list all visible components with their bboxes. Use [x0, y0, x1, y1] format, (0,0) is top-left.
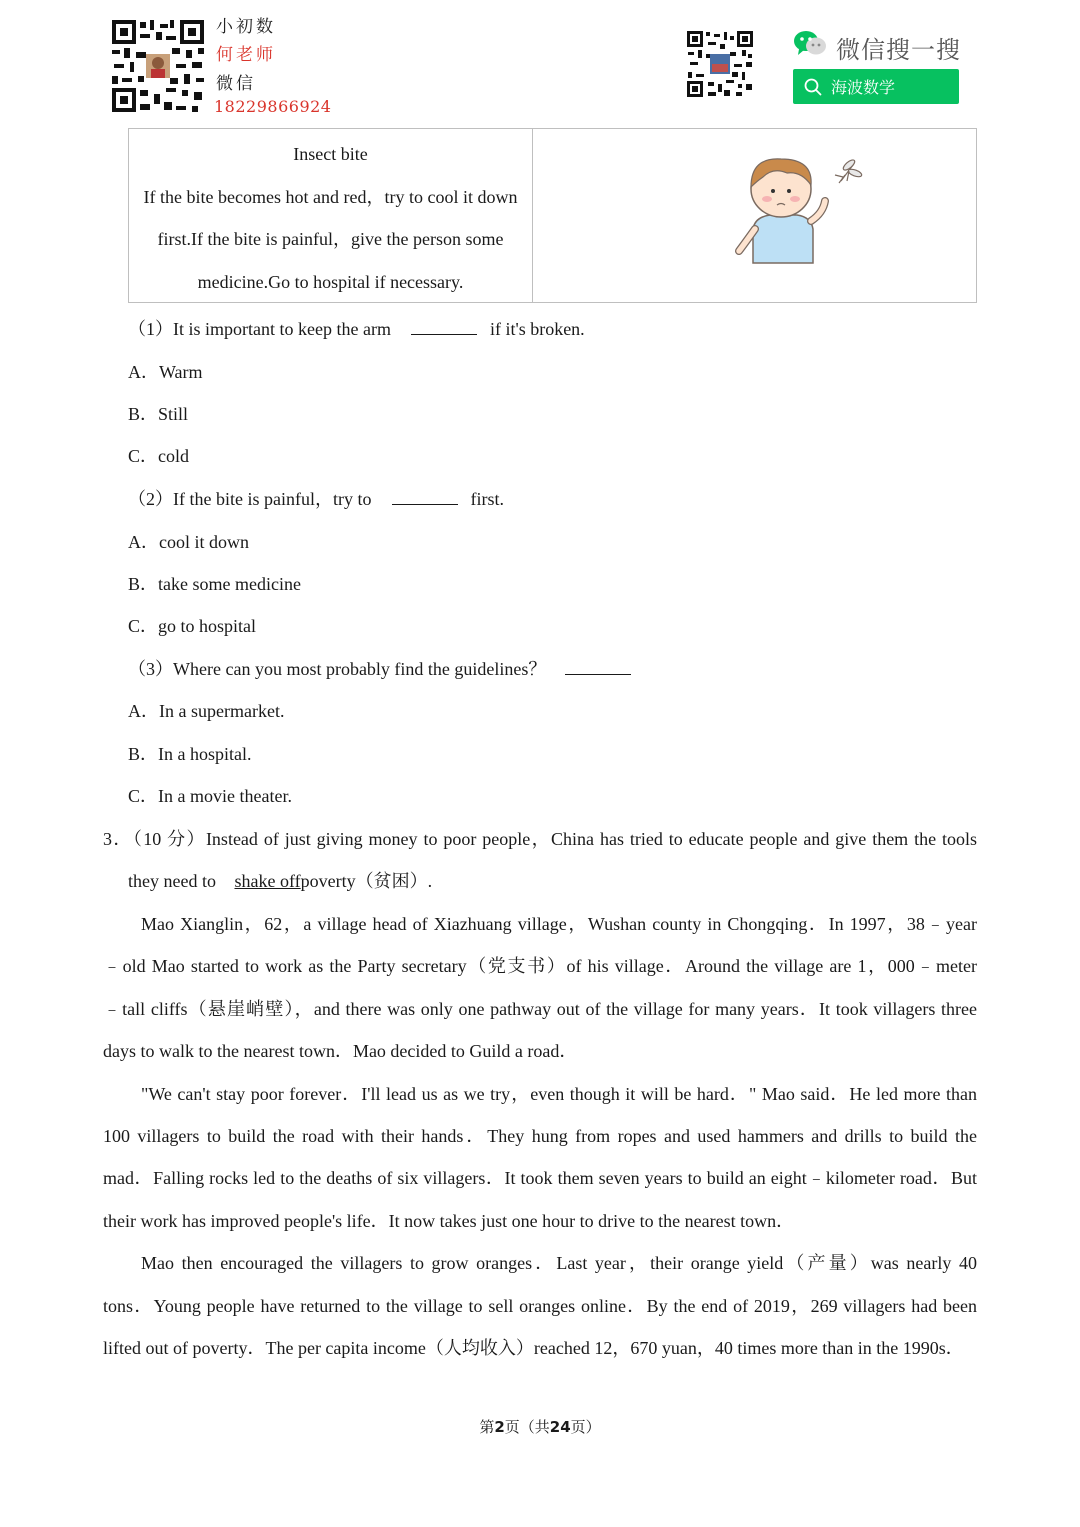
passage-line: Mao Xianglin，62，a village head of Xiazhuang village，Wushan county in Chongqing．In 1997，38﹣year: [141, 914, 977, 934]
option-2a[interactable]: A．cool it down: [128, 532, 249, 552]
wechat-search-button[interactable]: [793, 69, 959, 104]
section-3-intro-line-2: [128, 867, 432, 893]
question-3-prefix: （3）Where can you most probably find the guidelines？: [128, 659, 547, 679]
mini-program-qr-code: [686, 30, 754, 98]
search-icon: [804, 78, 822, 96]
contact-qr-code: [110, 18, 206, 114]
passage-line: "We can't stay poor forever．I'll lead us as we try，even though it will be hard．" Mao said．He led more than: [141, 1084, 977, 1104]
answer-blank-2[interactable]: [392, 490, 458, 505]
option-2c[interactable]: C．go to hospital: [128, 616, 257, 636]
question-1-suffix: if it's broken.: [489, 319, 585, 339]
footer-text: 第: [479, 1418, 495, 1436]
question-3: [128, 655, 631, 681]
table-line: If the bite becomes hot and red，try to cool it down: [143, 186, 518, 207]
option-1b[interactable]: B．Still: [128, 404, 189, 424]
question-1-prefix: （1）It is important to keep the arm: [128, 319, 391, 339]
passage-line: lifted out of poverty．The per capita income（人均收入）reached 12，670 yuan，40 times more than in the 1990s．: [103, 1338, 964, 1358]
handwritten-phone: 18229866924: [214, 97, 332, 116]
option-2b[interactable]: B．take some medicine: [128, 574, 301, 594]
answer-blank-1[interactable]: [411, 320, 477, 335]
passage-line: mad．Falling rocks led to the deaths of six villagers．It took them seven years to build an eight﹣kilometer road．But: [103, 1168, 977, 1188]
table-line: medicine.Go to hospital if necessary.: [197, 271, 464, 292]
handwritten-note-2: 何老师: [216, 45, 276, 65]
option-1a[interactable]: A．Warm: [128, 362, 203, 382]
passage-line: Mao then encouraged the villagers to grow oranges．Last year，their orange yield（产量）was nearly 40: [141, 1253, 977, 1273]
passage-line: tons．Young people have returned to the village to sell oranges online．By the end of 2019，269 villagers had been: [103, 1296, 977, 1316]
page-number: 2: [494, 1418, 505, 1436]
page-footer: [0, 1416, 1080, 1437]
page-total: 24: [549, 1418, 571, 1436]
option-3c[interactable]: C．In a movie theater.: [128, 786, 292, 806]
wechat-search-title: 微信搜一搜: [836, 36, 961, 64]
section-3-heading: 3．（10 分）Instead of just giving money to poor people，China has tried to educate people and give them the tools: [103, 829, 977, 849]
answer-blank-3[interactable]: [565, 660, 631, 675]
passage-line: days to walk to the nearest town．Mao decided to Guild a road．: [103, 1041, 578, 1061]
option-1c[interactable]: C．cold: [128, 446, 189, 466]
guideline-table: [128, 128, 977, 303]
passage-line: their work has improved people's life．It now takes just one hour to drive to the nearest town．: [103, 1211, 795, 1231]
option-3a[interactable]: A．In a supermarket.: [128, 701, 285, 721]
footer-text: 页）: [570, 1418, 601, 1436]
table-text-cell: [129, 129, 532, 299]
question-2: [128, 485, 504, 511]
handwritten-note-3: 微信: [216, 74, 256, 94]
question-1: [128, 315, 585, 341]
option-3b[interactable]: B．In a hospital.: [128, 744, 252, 764]
question-2-suffix: first.: [470, 489, 504, 509]
passage-line: ﹣tall cliffs（悬崖峭壁），and there was only one pathway out of the village for many years．It took villagers three: [103, 999, 977, 1019]
insect-bite-illustration: [725, 151, 875, 271]
handwritten-note-1: 小初数: [216, 17, 276, 37]
question-2-prefix: （2）If the bite is painful，try to: [128, 489, 372, 509]
passage-line: ﹣old Mao started to work as the Party secretary（党支书）of his village．Around the village are 1，000﹣meter: [103, 956, 977, 976]
table-title: Insect bite: [293, 144, 368, 164]
underlined-phrase: shake off: [234, 871, 301, 891]
intro-text: they need to: [128, 871, 216, 891]
wechat-logo-icon: [793, 29, 827, 57]
intro-text-tail: poverty（贫困）.: [300, 871, 433, 891]
passage-line: 100 villagers to build the road with their hands．They hung from ropes and used hammers and drills to build the: [103, 1126, 977, 1146]
footer-text: 页（共: [504, 1418, 550, 1436]
search-button-label: 海波数学: [831, 78, 896, 97]
table-divider: [532, 129, 533, 302]
table-line: first.If the bite is painful，give the person some: [157, 229, 504, 249]
